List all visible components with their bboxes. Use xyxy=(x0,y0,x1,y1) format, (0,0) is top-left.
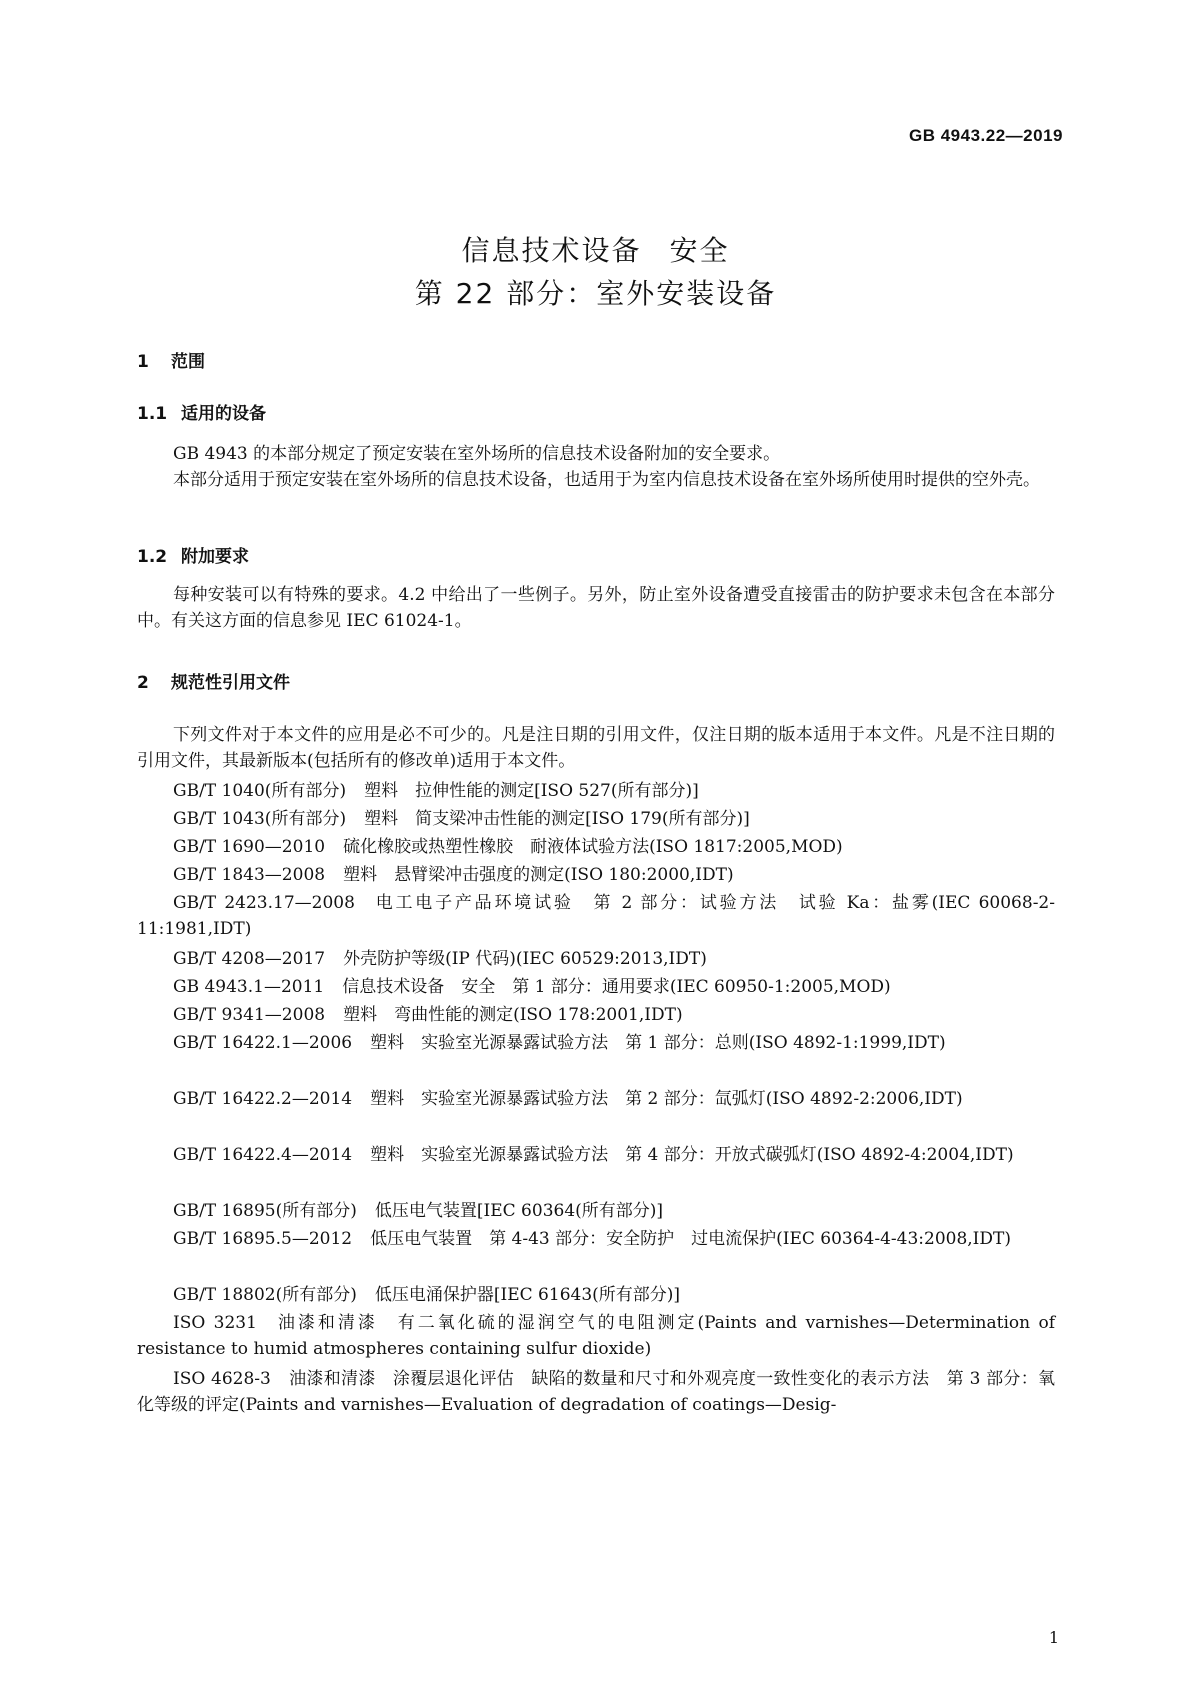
document-title-line2: 第 22 部分：室外安装设备 xyxy=(414,277,777,310)
paragraph: GB 4943 的本部分规定了预定安装在室外场所的信息技术设备附加的安全要求。 xyxy=(173,444,781,464)
section-1-2-heading: 1.2 附加要求 xyxy=(137,547,249,567)
reference-item: GB 4943.1—2011 信息技术设备 安全 第 1 部分：通用要求(IEC 60950-1:2005,MOD) xyxy=(173,977,891,997)
reference-item: GB/T 16422.4—2014 塑料 实验室光源暴露试验方法 第 4 部分：开放式碳弧灯(ISO 4892-4:2004,IDT) xyxy=(173,1145,1014,1165)
document-title-line1 xyxy=(0,229,1191,269)
reference-item: GB/T 16895.5—2012 低压电气装置 第 4-43 部分：安全防护 过电流保护(IEC 60364-4-43:2008,IDT) xyxy=(173,1229,1012,1249)
reference-item: GB/T 18802(所有部分) 低压电涌保护器[IEC 61643(所有部分)] xyxy=(173,1285,681,1305)
reference-item: GB/T 1043(所有部分) 塑料 简支梁冲击性能的测定[ISO 179(所有部分)] xyxy=(173,809,750,829)
section-1-heading: 1 范围 xyxy=(137,352,205,372)
reference-item: GB/T 2423.17—2008 电工电子产品环境试验 第 2 部分：试验方法 试验 Ka：盐雾(IEC 60068-2-11:1981,IDT) xyxy=(137,893,1055,939)
reference-item: GB/T 16422.1—2006 塑料 实验室光源暴露试验方法 第 1 部分：总则(ISO 4892-1:1999,IDT) xyxy=(173,1033,946,1053)
title-part-b: 安全 xyxy=(669,234,730,267)
paragraph: 每种安装可以有特殊的要求。4.2 中给出了一些例子。另外，防止室外设备遭受直接雷击的防护要求未包含在本部分中。有关这方面的信息参见 IEC 61024-1。 xyxy=(137,585,1055,631)
page-number: 1 xyxy=(1048,1628,1059,1647)
paragraph: 本部分适用于预定安装在室外场所的信息技术设备，也适用于为室内信息技术设备在室外场所使用时提供的空外壳。 xyxy=(173,470,1040,490)
section-1-1-heading: 1.1 适用的设备 xyxy=(137,404,266,424)
title-part-a: 信息技术设备 xyxy=(461,234,642,267)
reference-item: ISO 3231 油漆和清漆 有二氧化硫的湿润空气的电阻测定(Paints and varnishes—Determination of resistance to humid atmospheres containing sulfur dioxide) xyxy=(137,1313,1055,1359)
reference-item: GB/T 9341—2008 塑料 弯曲性能的测定(ISO 178:2001,IDT) xyxy=(173,1005,683,1025)
paragraph: 下列文件对于本文件的应用是必不可少的。凡是注日期的引用文件，仅注日期的版本适用于本文件。凡是不注日期的引用文件，其最新版本(包括所有的修改单)适用于本文件。 xyxy=(137,725,1055,771)
reference-item: GB/T 1690—2010 硫化橡胶或热塑性橡胶 耐液体试验方法(ISO 1817:2005,MOD) xyxy=(173,837,843,857)
reference-item: GB/T 16422.2—2014 塑料 实验室光源暴露试验方法 第 2 部分：氙弧灯(ISO 4892-2:2006,IDT) xyxy=(173,1089,963,1109)
reference-item: ISO 4628-3 油漆和清漆 涂覆层退化评估 缺陷的数量和尺寸和外观亮度一致性变化的表示方法 第 3 部分：氧化等级的评定(Paints and varnishes—Evaluation of degradation of coatings—Desig- xyxy=(137,1369,1055,1415)
reference-item: GB/T 1040(所有部分) 塑料 拉伸性能的测定[ISO 527(所有部分)] xyxy=(173,781,699,801)
section-2-heading: 2 规范性引用文件 xyxy=(137,673,290,693)
reference-item: GB/T 4208—2017 外壳防护等级(IP 代码)(IEC 60529:2013,IDT) xyxy=(173,949,707,969)
reference-item: GB/T 1843—2008 塑料 悬臂梁冲击强度的测定(ISO 180:2000,IDT) xyxy=(173,865,734,885)
reference-item: GB/T 16895(所有部分) 低压电气装置[IEC 60364(所有部分)] xyxy=(173,1201,664,1221)
standard-number: GB 4943.22—2019 xyxy=(909,126,1063,145)
